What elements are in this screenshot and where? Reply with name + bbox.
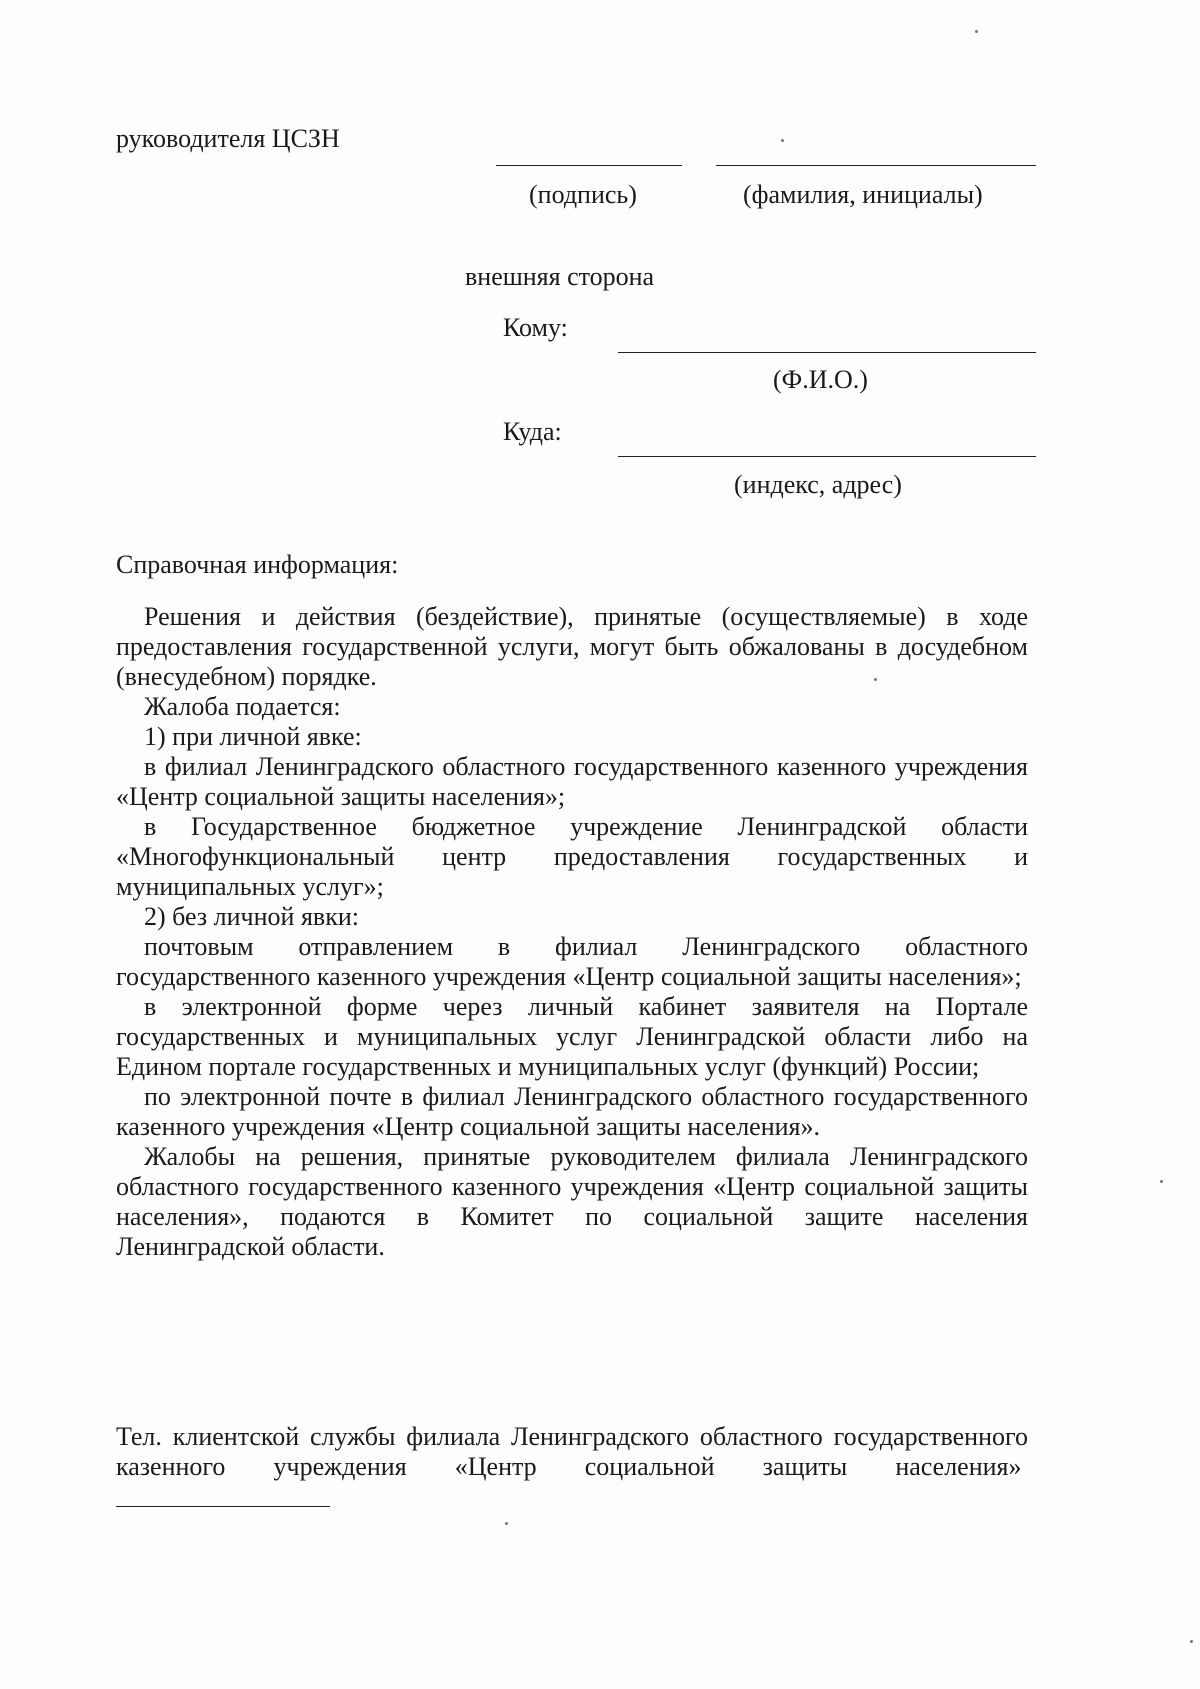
scan-speck: [781, 139, 784, 142]
to-line: [618, 352, 1036, 353]
to-label: Кому:: [503, 313, 568, 342]
signature-line: [496, 165, 682, 166]
name-caption: (фамилия, инициалы): [743, 180, 983, 209]
scan-speck: [1190, 1640, 1193, 1643]
scan-speck: [975, 30, 978, 33]
where-caption: (индекс, адрес): [734, 470, 902, 499]
reference-paragraph: 2) без личной явки:: [144, 902, 359, 931]
header-title-line: руководителя ЦСЗН: [116, 124, 340, 153]
reference-paragraph: в Государственное бюджетное учреждение Ленинградской области «Многофункциональный центр предоставления государственных и муниципальных услуг»;: [116, 812, 1028, 901]
signature-caption: (подпись): [529, 180, 637, 209]
footer-phone-text: Тел. клиентской службы филиала Ленинградского областного государственного казенного учреждения «Центр социальной защиты населения»: [116, 1422, 1028, 1481]
reference-body: [116, 602, 1028, 1262]
name-line: [716, 165, 1036, 166]
scan-speck: [505, 1522, 508, 1525]
reference-paragraph: почтовым отправлением в филиал Ленинградского областного государственного казенного учреждения «Центр социальной защиты населения»;: [116, 932, 1028, 991]
reference-paragraph: по электронной почте в филиал Ленинградского областного государственного казенного учреждения «Центр социальной защиты населения».: [116, 1082, 1028, 1141]
reference-paragraph: 1) при личной явке:: [144, 722, 362, 751]
where-label: Куда:: [503, 417, 562, 446]
where-line: [618, 456, 1036, 457]
reference-paragraph: в электронной форме через личный кабинет заявителя на Портале государственных и муниципальных услуг Ленинградской области либо на Едином портале государственных и муниципальных услуг (функций) России;: [116, 992, 1028, 1081]
footer-phone: [116, 1422, 1028, 1514]
envelope-side-label: внешняя сторона: [465, 262, 655, 291]
scan-speck: [874, 678, 877, 681]
scan-speck: [1160, 1180, 1163, 1183]
reference-paragraph: в филиал Ленинградского областного государственного казенного учреждения «Центр социальной защиты населения»;: [116, 752, 1028, 811]
reference-paragraph: Решения и действия (бездействие), принятые (осуществляемые) в ходе предоставления государственной услуги, могут быть обжалованы в досудебном (внесудебном) порядке.: [116, 602, 1028, 691]
reference-heading: Справочная информация:: [116, 550, 399, 579]
phone-blank-line: [116, 1482, 330, 1507]
reference-paragraph: Жалоба подается:: [144, 692, 341, 721]
reference-paragraph: Жалобы на решения, принятые руководителем филиала Ленинградского областного государственного казенного учреждения «Центр социальной защиты населения», подаются в Комитет по социальной защите населения Ленинградской области.: [116, 1142, 1028, 1261]
to-caption: (Ф.И.О.): [773, 365, 868, 394]
